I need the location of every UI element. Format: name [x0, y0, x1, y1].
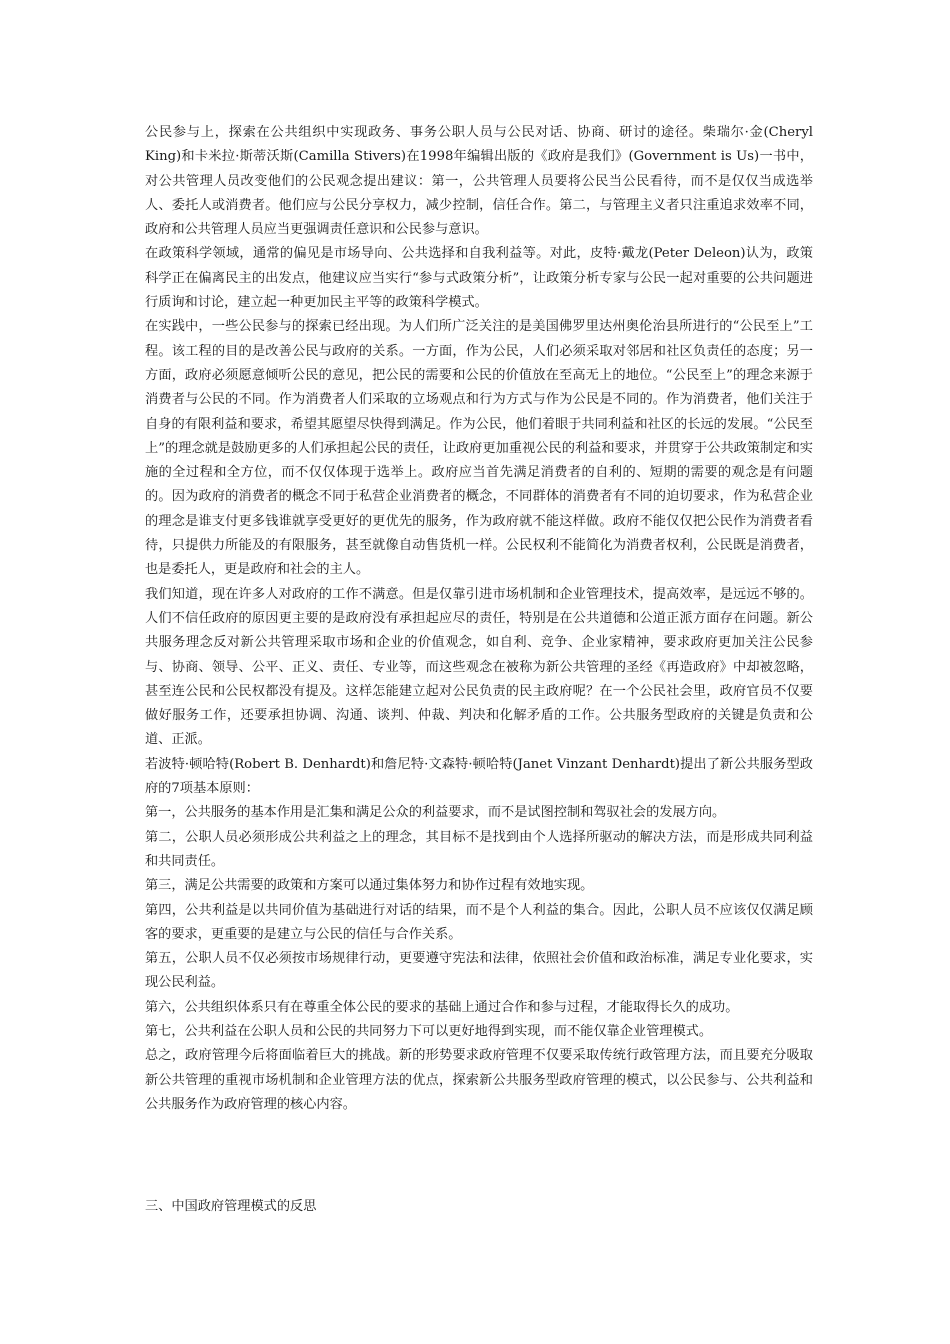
paragraph-1: 公民参与上，探索在公共组织中实现政务、事务公职人员与公民对话、协商、研讨的途径。柴瑞尔·金(Cheryl King)和卡米拉·斯蒂沃斯(Camilla Stivers)在1998年编辑出版的《政府是我们》(Government is Us)一书中，对公共管理人员改变他们的公民观念提出建议：第一，公共管理人员要将公民当公民看待，而不是仅仅当成选举人、委托人或消费者。他们应与公民分享权力，减少控制，信任合作。第二，与管理主义者只注重追求效率不同，政府和公共管理人员应当更强调责任意识和公民参与意识。: [145, 125, 813, 238]
section-heading: 三、中国政府管理模式的反思: [145, 1199, 317, 1214]
conclusion-paragraph: 总之，政府管理今后将面临着巨大的挑战。新的形势要求政府管理不仅要采取传统行政管理方法，而且要充分吸取新公共管理的重视市场机制和企业管理方法的优点，探索新公共服务型政府管理的模式，以公民参与、公共利益和公共服务作为政府管理的核心内容。: [145, 1048, 813, 1112]
principle-4: 第四，公共利益是以共同价值为基础进行对话的结果，而不是个人利益的集合。因此，公职人员不应该仅仅满足顾客的要求，更重要的是建立与公民的信任与合作关系。: [145, 902, 813, 942]
principle-1: 第一，公共服务的基本作用是汇集和满足公众的利益要求，而不是试图控制和驾驭社会的发展方向。: [145, 805, 726, 821]
principle-5: 第五，公职人员不仅必须按市场规律行动，更要遵守宪法和法律，依照社会价值和政治标准，满足专业化要求，实现公民利益。: [145, 951, 813, 991]
paragraph-2: 在政策科学领域，通常的偏见是市场导向、公共选择和自我利益等。对此，皮特·戴龙(Peter Deleon)认为，政策科学正在偏离民主的出发点，他建议应当实行“参与式政策分析”，让政策分析专家与公民一起对重要的公共问题进行质询和讨论，建立起一种更加民主平等的政策科学模式。: [145, 246, 813, 311]
paragraph-3: 在实践中，一些公民参与的探索已经出现。为人们所广泛关注的是美国佛罗里达州奥伦治县所进行的“公民至上”工程。该工程的目的是改善公民与政府的关系。一方面，作为公民，人们必须采取对邻居和社区负责任的态度；另一方面，政府必须愿意倾听公民的意见，把公民的需要和公民的价值放在至高无上的地位。“公民至上”的理念来源于消费者与公民的不同。作为消费者人们采取的立场观点和行为方式与作为公民是不同的。作为消费者，他们关注于自身的有限利益和要求，希望其愿望尽快得到满足。作为公民，他们着眼于共同利益和社区的长远的发展。“公民至上”的理念就是鼓励更多的人们承担起公民的责任，让政府更加重视公民的利益和要求，并贯穿于公共政策制定和实施的全过程和全方位，而不仅仅体现于选举上。政府应当首先满足消费者的自利的、短期的需要的观念是有问题的。因为政府的消费者的概念不同于私营企业消费者的概念，不同群体的消费者有不同的迫切要求，作为私营企业的理念是谁支付更多钱谁就享受更好的更优先的服务，作为政府就不能这样做。政府不能仅仅把公民作为消费者看待，只提供力所能及的有限服务，甚至就像自动售货机一样。公民权利不能简化为消费者权利，公民既是消费者，也是委托人，更是政府和社会的主人。: [145, 319, 813, 578]
principle-3: 第三，满足公共需要的政策和方案可以通过集体努力和协作过程有效地实现。: [145, 878, 594, 894]
document-body: [145, 121, 813, 1214]
paragraph-5: 若波特·顿哈特(Robert B. Denhardt)和詹尼特·文森特·顿哈特(Janet Vinzant Denhardt)提出了新公共服务型政府的7项基本原则：: [145, 756, 813, 797]
principle-7: 第七，公共利益在公职人员和公民的共同努力下可以更好地得到实现，而不能仅靠企业管理模式。: [145, 1023, 713, 1039]
paragraph-4: 我们知道，现在许多人对政府的工作不满意。但是仅靠引进市场机制和企业管理技术，提高效率，是远远不够的。人们不信任政府的原因更主要的是政府没有承担起应尽的责任，特别是在公共道德和公道正派方面存在问题。新公共服务理念反对新公共管理采取市场和企业的价值观念，如自利、竞争、企业家精神，要求政府更加关注公民参与、协商、领导、公平、正义、责任、专业等，而这些观念在被称为新公共管理的圣经《再造政府》中却被忽略，甚至连公民和公民权都没有提及。这样怎能建立起对公民负责的民主政府呢？在一个公民社会里，政府官员不仅要做好服务工作，还要承担协调、沟通、谈判、仲裁、判决和化解矛盾的工作。公共服务型政府的关键是负责和公道、正派。: [145, 586, 813, 748]
principle-6: 第六，公共组织体系只有在尊重全体公民的要求的基础上通过合作和参与过程，才能取得长久的成功。: [145, 999, 739, 1015]
principle-2: 第二，公职人员必须形成公共利益之上的理念，其目标不是找到由个人选择所驱动的解决方法，而是形成共同利益和共同责任。: [145, 829, 813, 869]
